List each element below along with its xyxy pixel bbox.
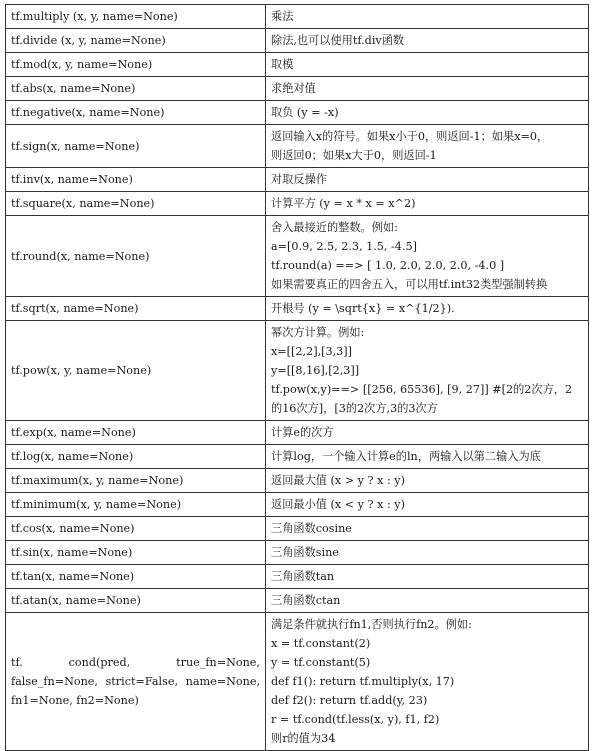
function-signature: tf.sign(x, name=None)	[6, 125, 266, 168]
function-signature: tf.atan(x, name=None)	[6, 589, 266, 613]
table-row	[6, 613, 589, 751]
table-row	[6, 493, 589, 517]
description-line: y=[[8,16],[2,3]]	[271, 364, 360, 377]
function-description	[266, 297, 589, 321]
function-signature: tf.exp(x, name=None)	[6, 421, 266, 445]
function-description	[266, 589, 589, 613]
description-line: 除法,也可以使用tf.div函数	[271, 34, 405, 47]
description-line: 取负 (y = -x)	[271, 106, 339, 119]
description-line: 返回输入x的符号。如果x小于0，则返回-1；如果x=0，	[271, 130, 549, 143]
function-signature: tf.mod(x, y, name=None)	[6, 53, 266, 77]
description-line: x=[[2,2],[3,3]]	[271, 345, 353, 358]
function-description	[266, 321, 589, 421]
table-row	[6, 421, 589, 445]
description-line: a=[0.9, 2.5, 2.3, 1.5, -4.5]	[271, 240, 417, 253]
function-signature: tf.tan(x, name=None)	[6, 565, 266, 589]
function-signature: tf.inv(x, name=None)	[6, 168, 266, 192]
function-signature: tf.sin(x, name=None)	[6, 541, 266, 565]
function-description	[266, 77, 589, 101]
function-signature: tf. cond(pred, true_fn=None, false_fn=None, strict=False, name=None, fn1=None, fn2=None)	[6, 613, 266, 751]
function-description	[266, 192, 589, 216]
function-signature: tf.multiply (x, y, name=None)	[6, 5, 266, 29]
function-signature: tf.pow(x, y, name=None)	[6, 321, 266, 421]
table-row	[6, 469, 589, 493]
description-line: tf.round(a) ==> [ 1.0, 2.0, 2.0, 2.0, -4.0 ]	[271, 259, 505, 272]
table-row	[6, 168, 589, 192]
function-description	[266, 469, 589, 493]
function-description	[266, 517, 589, 541]
description-line: 计算e的次方	[271, 426, 334, 439]
description-line: 三角函数cosine	[271, 522, 352, 535]
function-description	[266, 29, 589, 53]
description-line: r = tf.cond(tf.less(x, y), f1, f2)	[271, 713, 440, 726]
description-line: tf.pow(x,y)==> [[256, 65536], [9, 27]] #[2的2次方，2的16次方]，[3的2次方,3的3次方	[271, 383, 573, 415]
description-line: 舍入最接近的整数。例如:	[271, 221, 398, 234]
function-signature: tf.square(x, name=None)	[6, 192, 266, 216]
table-row	[6, 565, 589, 589]
description-line: def f2(): return tf.add(y, 23)	[271, 694, 428, 707]
function-description	[266, 613, 589, 751]
table-row	[6, 125, 589, 168]
table-row	[6, 29, 589, 53]
function-signature: tf.divide (x, y, name=None)	[6, 29, 266, 53]
function-table	[5, 4, 589, 751]
function-signature: tf.negative(x, name=None)	[6, 101, 266, 125]
description-line: 三角函数sine	[271, 546, 339, 559]
table-row	[6, 101, 589, 125]
function-signature: tf.cos(x, name=None)	[6, 517, 266, 541]
description-line: 满足条件就执行fn1,否则执行fn2。例如:	[271, 618, 472, 631]
function-signature: tf.round(x, name=None)	[6, 216, 266, 297]
function-description	[266, 168, 589, 192]
function-description	[266, 541, 589, 565]
table-row	[6, 517, 589, 541]
function-signature: tf.maximum(x, y, name=None)	[6, 469, 266, 493]
description-line: 计算log，一个输入计算e的ln，两输入以第二输入为底	[271, 450, 541, 463]
table-row	[6, 321, 589, 421]
description-line: 对取反操作	[271, 173, 327, 186]
function-description	[266, 445, 589, 469]
function-signature: tf.log(x, name=None)	[6, 445, 266, 469]
table-row	[6, 445, 589, 469]
description-line: 三角函数tan	[271, 570, 335, 583]
function-description	[266, 421, 589, 445]
table-row	[6, 216, 589, 297]
function-description	[266, 101, 589, 125]
table-row	[6, 541, 589, 565]
function-description	[266, 53, 589, 77]
table-row	[6, 589, 589, 613]
table-row	[6, 297, 589, 321]
function-description	[266, 125, 589, 168]
table-row	[6, 192, 589, 216]
function-signature: tf.minimum(x, y, name=None)	[6, 493, 266, 517]
description-line: 则返回0；如果x大于0，则返回-1	[271, 149, 437, 162]
description-line: 求绝对值	[271, 82, 316, 95]
description-line: 乘法	[271, 10, 294, 23]
table-row	[6, 77, 589, 101]
description-line: 开根号 (y = \sqrt{x} = x^{1/2}).	[271, 302, 455, 315]
description-line: 幂次方计算。例如:	[271, 326, 365, 339]
function-signature: tf.sqrt(x, name=None)	[6, 297, 266, 321]
description-line: 计算平方 (y = x * x = x^2)	[271, 197, 416, 210]
table-row	[6, 53, 589, 77]
description-line: 取模	[271, 58, 294, 71]
description-line: 如果需要真正的四舍五入，可以用tf.int32类型强制转换	[271, 278, 548, 291]
table-row	[6, 5, 589, 29]
function-description	[266, 5, 589, 29]
description-line: def f1(): return tf.multiply(x, 17)	[271, 675, 455, 688]
description-line: 返回最大值 (x > y ? x : y)	[271, 474, 405, 487]
function-signature: tf.abs(x, name=None)	[6, 77, 266, 101]
function-table-body	[6, 5, 589, 751]
description-line: 则r的值为34	[271, 732, 336, 745]
function-description	[266, 216, 589, 297]
description-line: 返回最小值 (x < y ? x : y)	[271, 498, 405, 511]
description-line: y = tf.constant(5)	[271, 656, 371, 669]
description-line: 三角函数ctan	[271, 594, 341, 607]
function-description	[266, 493, 589, 517]
function-description	[266, 565, 589, 589]
description-line: x = tf.constant(2)	[271, 637, 371, 650]
